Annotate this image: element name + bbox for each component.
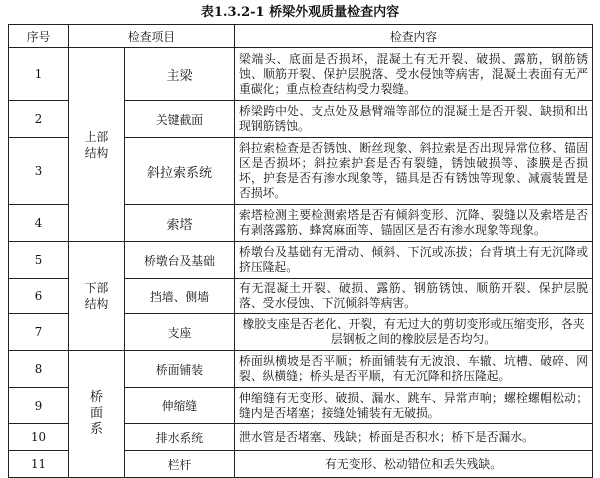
- row-content: 有无混凝土开裂、破损、露筋、钢筋锈蚀、顺筋开裂、保护层脱落、受水侵蚀、下沉倾斜等病害。: [235, 279, 593, 314]
- row-no: 1: [9, 48, 69, 101]
- row-item: 排水系统: [125, 424, 235, 451]
- row-no: 6: [9, 279, 69, 314]
- group-upper-structure: [69, 48, 125, 242]
- group-label: 上部 结构: [84, 129, 109, 160]
- header-no: 序号: [9, 25, 69, 48]
- row-no: 7: [9, 314, 69, 351]
- row-content: 泄水管是否堵塞、残缺；桥面是否积水；桥下是否漏水。: [235, 424, 593, 451]
- row-item: 关键截面: [125, 101, 235, 138]
- row-item: 支座: [125, 314, 235, 351]
- row-content: 梁端头、底面是否损坏，混凝土有无开裂、破损、露筋，钢筋锈蚀、顺筋开裂、保护层脱落、受水侵蚀等病害，混凝土表面有无严重碳化；重点检查结构受力裂缝。: [235, 48, 593, 101]
- row-content: 伸缩缝有无变形、破损、漏水、跳车、异常声响；螺栓螺帽松动；缝内是否堵塞；接缝处铺装有无破损。: [235, 388, 593, 424]
- row-no: 8: [9, 351, 69, 388]
- row-content: 有无变形、松动错位和丢失残缺。: [235, 451, 593, 478]
- row-item: 桥面铺装: [125, 351, 235, 388]
- row-no: 11: [9, 451, 69, 478]
- table-title: 表1.3.2-1 桥梁外观质量检查内容: [200, 5, 400, 20]
- group-label: 桥 面 系: [89, 390, 103, 437]
- table-row: [9, 242, 593, 279]
- row-content: 索塔检测主要检测索塔是否有倾斜变形、沉降、裂缝以及索塔是否有剥落露筋、蜂窝麻面等、锚固区是否有渗水现象等现象。: [235, 205, 593, 242]
- row-item: 主梁: [125, 48, 235, 101]
- row-item: 栏杆: [125, 451, 235, 478]
- row-no: 3: [9, 138, 69, 205]
- table-row: [9, 351, 593, 388]
- row-item: 索塔: [125, 205, 235, 242]
- group-deck-system: [69, 351, 125, 478]
- group-lower-structure: [69, 242, 125, 351]
- row-no: 10: [9, 424, 69, 451]
- group-label: 下部 结构: [84, 281, 109, 311]
- row-item: 斜拉索系统: [125, 138, 235, 205]
- row-item: 桥墩台及基础: [125, 242, 235, 279]
- row-no: 2: [9, 101, 69, 138]
- row-item: 挡墙、侧墙: [125, 279, 235, 314]
- row-content: 橡胶支座是否老化、开裂，有无过大的剪切变形或压缩变形，各夹层钢板之间的橡胶层是否均匀。: [235, 314, 593, 351]
- row-content: 桥墩台及基础有无滑动、倾斜、下沉或冻拔；台背填土有无沉降或挤压隆起。: [235, 242, 593, 279]
- row-no: 4: [9, 205, 69, 242]
- table-row: [9, 48, 593, 101]
- row-no: 5: [9, 242, 69, 279]
- row-content: 桥梁跨中处、支点处及悬臂端等部位的混凝土是否开裂、缺损和出现钢筋锈蚀。: [235, 101, 593, 138]
- row-item: 伸缩缝: [125, 388, 235, 424]
- row-content: 斜拉索检查是否锈蚀、断丝现象、斜拉索是否出现异常位移、锚固区是否损坏；斜拉索护套是否有裂缝，锈蚀破损等、漆膜是否损坏，护套是否有渗水现象等，锚具是否有锈蚀等现象、减震装置是否损坏。: [235, 138, 593, 205]
- inspection-table: [8, 24, 593, 478]
- header-content: 检查内容: [235, 25, 593, 48]
- row-no: 9: [9, 388, 69, 424]
- row-content: 桥面纵横坡是否平顺；桥面铺装有无波浪、车辙、坑槽、破碎、网裂、纵横缝；桥头是否平顺，有无沉降和挤压隆起。: [235, 351, 593, 388]
- header-item: 检查项目: [69, 25, 235, 48]
- table-header-row: [9, 25, 593, 48]
